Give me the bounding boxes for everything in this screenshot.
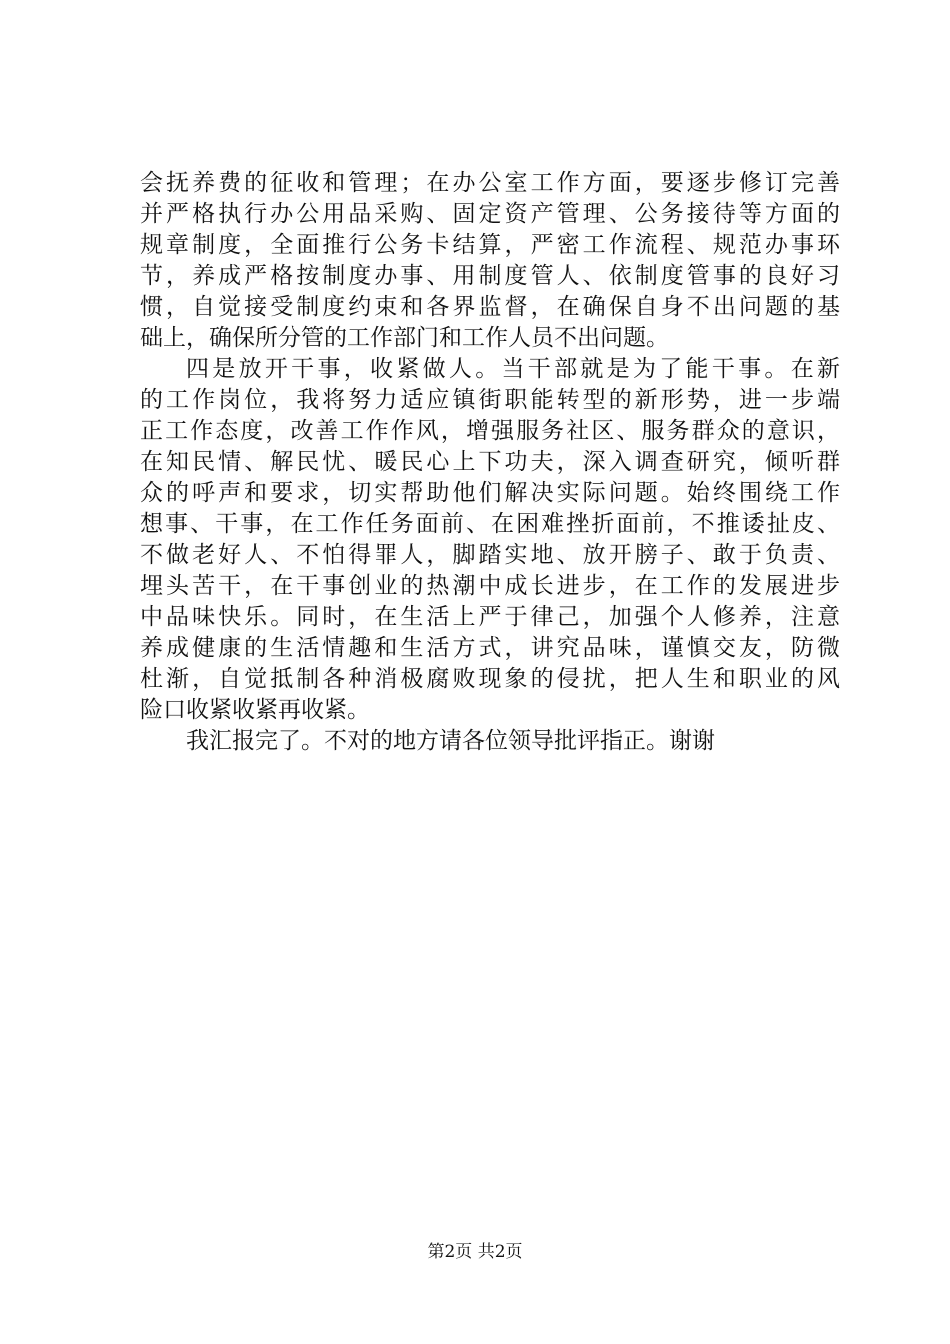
text-line: 规章制度，全面推行公务卡结算，严密工作流程、规范办事环	[140, 232, 840, 258]
text-line: 众的呼声和要求，切实帮助他们解决实际问题。始终围绕工作	[140, 480, 840, 506]
text-line: 险口收紧收紧再收紧。	[140, 697, 370, 723]
text-line: 节，养成严格按制度办事、用制度管人、依制度管事的良好习	[140, 263, 840, 289]
text-line: 在知民情、解民忧、暖民心上下功夫，深入调查研究，倾听群	[140, 449, 840, 475]
text-line: 杜渐，自觉抵制各种消极腐败现象的侵扰，把人生和职业的风	[140, 666, 840, 692]
text-line: 不做老好人、不怕得罪人，脚踏实地、放开膀子、敢于负责、	[140, 542, 840, 568]
page-number-footer: 第2页 共2页	[427, 1242, 523, 1262]
text-line: 并严格执行办公用品采购、固定资产管理、公务接待等方面的	[140, 201, 840, 227]
text-line: 会抚养费的征收和管理；在办公室工作方面，要逐步修订完善	[140, 170, 840, 196]
paragraph-start-line: 我汇报完了。不对的地方请各位领导批评指正。谢谢	[186, 728, 715, 754]
text-line: 的工作岗位，我将努力适应镇街职能转型的新形势，进一步端	[140, 387, 840, 413]
text-line: 想事、干事，在工作任务面前、在困难挫折面前，不推诿扯皮、	[140, 511, 840, 537]
text-line: 埋头苦干，在干事创业的热潮中成长进步，在工作的发展进步	[140, 573, 840, 599]
text-line: 养成健康的生活情趣和生活方式，讲究品味，谨慎交友，防微	[140, 635, 840, 661]
text-line: 正工作态度，改善工作作风，增强服务社区、服务群众的意识，	[140, 418, 840, 444]
text-line: 中品味快乐。同时，在生活上严于律己，加强个人修养，注意	[140, 604, 840, 630]
text-line: 础上，确保所分管的工作部门和工作人员不出问题。	[140, 325, 669, 351]
text-line: 惯，自觉接受制度约束和各界监督，在确保自身不出问题的基	[140, 294, 840, 320]
document-body	[140, 168, 840, 757]
paragraph-start-line: 四是放开干事，收紧做人。当干部就是为了能干事。在新	[186, 356, 840, 382]
